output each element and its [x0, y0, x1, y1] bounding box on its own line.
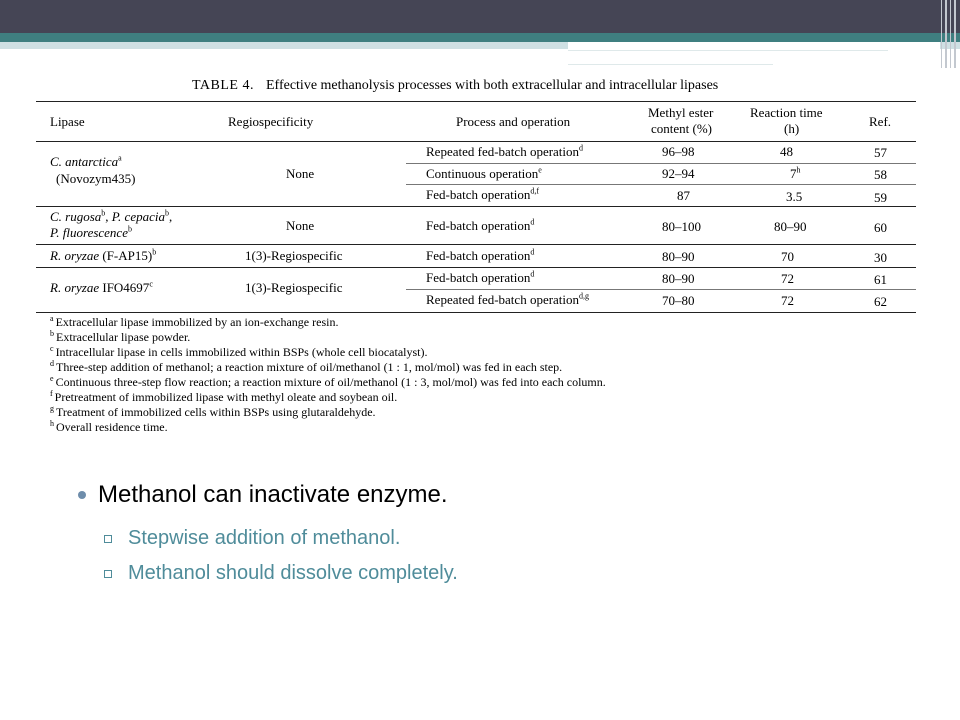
lipase-r-oryzae-fap15: R. oryzae $(F-AP15)^b$ — [50, 247, 157, 263]
lipase-group2-line1: C. rugosa$^b$, P. cepacia$^b$, — [50, 208, 173, 224]
table-rule-bottom — [36, 312, 916, 313]
slide-corner-line — [941, 0, 942, 68]
table-footnote: $^g$ Treatment of immobilized cells within BSPs using glutaraldehyde. — [50, 404, 376, 419]
slide-corner-line — [945, 0, 947, 68]
table-rule-group — [36, 267, 916, 268]
table-row-4-process: Fed-batch operation$^d$ — [426, 217, 535, 233]
table-footnote: $^b$ Extracellular lipase powder. — [50, 329, 191, 344]
table-row-5-ref: 30 — [874, 250, 887, 265]
header-ester-line1: Methyl ester — [648, 105, 714, 120]
header-process: Process and operation — [456, 114, 571, 129]
table-row-7-time: 72 — [781, 293, 794, 308]
table-rule-group — [36, 244, 916, 245]
table-footnote: $^d$ Three-step addition of methanol; a reaction mixture of oil/methanol (1 : 1, mol/mol) was fed in each step. — [50, 359, 563, 374]
sub-bullet-text: Methanol should dissolve completely. — [128, 562, 458, 584]
slide-accent-line — [568, 64, 773, 65]
table-footnote: $^e$ Continuous three-step flow reaction; a reaction mixture of oil/methanol (1 : 3, mol/mol) was fed into each column. — [50, 374, 606, 389]
table-row-1-time: 48 — [780, 144, 793, 159]
square-bullet-icon — [104, 570, 112, 578]
table-row-1-ester: 96–98 — [662, 144, 695, 159]
table-footnote: $^f$ Pretreatment of immobilized lipase with methyl oleate and soybean oil. — [50, 389, 398, 404]
bullet-main-text: Methanol can inactivate enzyme. — [98, 481, 448, 508]
bullet-dot-icon — [78, 491, 86, 499]
table-caption-text: Effective methanolysis processes with both extracellular and intracellular lipases — [265, 78, 719, 93]
sub-bullet-text: Stepwise addition of methanol. — [128, 527, 401, 549]
table-row-7-ester: 70–80 — [662, 293, 695, 308]
regio-group2: None — [286, 218, 315, 233]
table-row-4-ref: 60 — [874, 220, 887, 235]
table-row-1-process: Repeated fed-batch operation$^d$ — [426, 143, 584, 159]
slide-top-bar — [0, 0, 960, 33]
table-row-5-process: Fed-batch operation$^d$ — [426, 247, 535, 263]
table-row-2-time: 7$^h$ — [790, 165, 801, 181]
header-ester-line2: content (%) — [651, 121, 713, 136]
table-rule-inner — [406, 289, 916, 290]
slide-corner-line — [950, 0, 951, 68]
table-row-7-process: Repeated fed-batch operation$^{d,g}$ — [426, 291, 590, 307]
table-rule-inner — [406, 184, 916, 185]
table-rule-inner — [406, 163, 916, 164]
table-footnote: $^c$ Intracellular lipase in cells immobilized within BSPs (whole cell biocatalyst). — [50, 344, 428, 359]
lipase-table — [36, 70, 920, 442]
slide-accent-bar — [0, 33, 960, 42]
table-row-3-process: Fed-batch operation$^{d,f}$ — [426, 186, 539, 202]
slide-accent-line — [568, 50, 888, 51]
table-row-3-ref: 59 — [874, 190, 887, 205]
table-row-3-ester: 87 — [677, 188, 690, 203]
table-footnote: $^a$ Extracellular lipase immobilized by an ion-exchange resin. — [50, 314, 339, 329]
table-row-7-ref: 62 — [874, 294, 887, 309]
regio-group4: 1(3)-Regiospecific — [245, 280, 343, 295]
table-row-2-ref: 58 — [874, 167, 887, 182]
header-ref: Ref. — [869, 114, 892, 129]
header-regiospecificity: Regiospecificity — [228, 114, 314, 129]
table-row-2-process: Continuous operation$^e$ — [426, 165, 542, 181]
lipase-novozym435: (Novozym435) — [56, 171, 136, 186]
slide-accent-notch — [568, 42, 940, 50]
table-row-5-time: 70 — [781, 249, 794, 264]
table-row-6-ester: 80–90 — [662, 271, 695, 286]
table-row-4-ester: 80–100 — [662, 219, 701, 234]
table-caption-label: TABLE 4. — [192, 78, 254, 93]
table-row-6-ref: 61 — [874, 272, 887, 287]
table-rule-header — [36, 141, 916, 142]
square-bullet-icon — [104, 535, 112, 543]
header-time-line2: (h) — [784, 121, 800, 136]
lipase-group2-line2: P. fluorescence$^b$ — [50, 224, 132, 240]
regio-group1: None — [286, 166, 315, 181]
table-row-6-time: 72 — [781, 271, 794, 286]
slide-corner-line — [954, 0, 956, 68]
regio-group3: 1(3)-Regiospecific — [245, 248, 343, 263]
table-row-6-process: Fed-batch operation$^d$ — [426, 269, 535, 285]
table-rule-top — [36, 101, 916, 102]
table-rule-group — [36, 206, 916, 207]
table-caption — [192, 78, 718, 94]
table-row-1-ref: 57 — [874, 145, 887, 160]
table-row-4-time: 80–90 — [774, 219, 807, 234]
table-row-5-ester: 80–90 — [662, 249, 695, 264]
table-footnote: $^h$ Overall residence time. — [50, 419, 168, 434]
header-time-line1: Reaction time — [750, 105, 823, 120]
table-row-3-time: 3.5 — [786, 189, 803, 204]
header-lipase: Lipase — [50, 114, 85, 129]
lipase-r-oryzae-ifo4697: R. oryzae IFO4697$^c$ — [50, 279, 153, 295]
lipase-c-antarctica: C. antarctica$^a$ — [50, 153, 122, 169]
table-row-2-ester: 92–94 — [662, 166, 695, 181]
